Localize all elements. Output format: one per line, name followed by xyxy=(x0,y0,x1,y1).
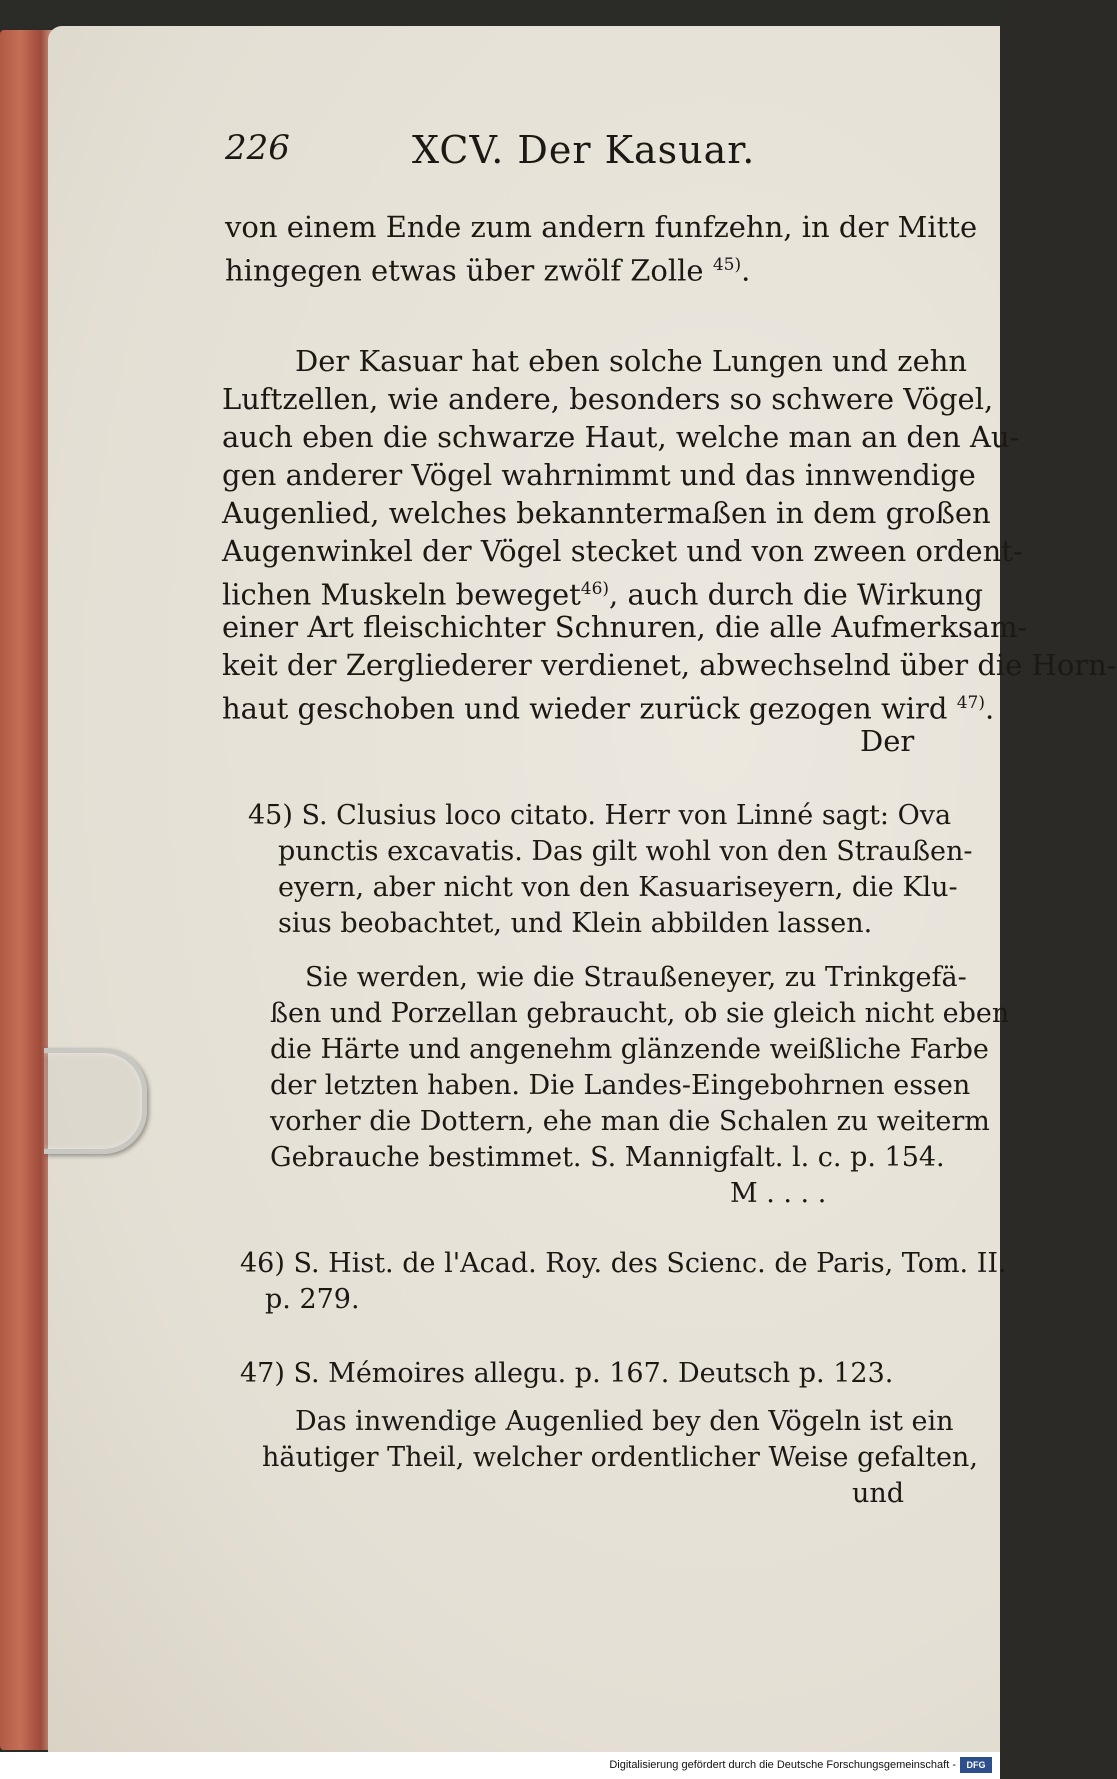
footnote-45-line: sius beobachtet, und Klein abbilden lassen. xyxy=(278,908,873,939)
footnote-45-continuation: der letzten haben. Die Landes-Eingebohrnen essen xyxy=(270,1070,971,1101)
body-line: Luftzellen, wie andere, besonders so schwere Vögel, xyxy=(222,382,994,416)
body-line: Der Kasuar hat eben solche Lungen und zehn xyxy=(295,344,968,378)
catchword: und xyxy=(852,1478,905,1509)
body-line: Augenwinkel der Vögel stecket und von zween ordent- xyxy=(222,534,1023,568)
footnote-45-continuation: ßen und Porzellan gebraucht, ob sie gleich nicht eben xyxy=(270,998,1010,1029)
body-line: von einem Ende zum andern funfzehn, in der Mitte xyxy=(225,210,978,244)
page-number: 226 xyxy=(225,128,290,168)
body-line-text: lichen Muskeln beweget xyxy=(222,577,581,612)
body-line: Augenlied, welches bekanntermaßen in dem großen xyxy=(222,496,991,530)
body-line xyxy=(225,246,750,290)
body-line-text: hingegen etwas über zwölf Zolle xyxy=(225,253,704,288)
body-line-text: haut geschoben und wieder zurück gezogen wird xyxy=(222,691,948,726)
footnote-47-line: häutiger Theil, welcher ordentlicher Weise gefalten, xyxy=(262,1442,978,1473)
footnote-47-line: 47) S. Mémoires allegu. p. 167. Deutsch p. 123. xyxy=(240,1358,894,1389)
footnote-ref-47: 47) xyxy=(956,693,985,713)
body-line: keit der Zergliederer verdienet, abwechselnd über die Horn- xyxy=(222,648,1117,682)
running-head: XCV. Der Kasuar. xyxy=(412,128,756,172)
body-line: gen anderer Vögel wahrnimmt und das innwendige xyxy=(222,458,976,492)
footnote-46-line: 46) S. Hist. de l'Acad. Roy. des Scienc. de Paris, Tom. II. xyxy=(240,1248,1007,1279)
body-line-end: . xyxy=(741,253,751,288)
body-line-text: , auch durch die Wirkung xyxy=(609,577,983,612)
footnote-45-continuation: Gebrauche bestimmet. S. Mannigfalt. l. c. p. 154. xyxy=(270,1142,945,1173)
footnote-45-line: 45) S. Clusius loco citato. Herr von Linné sagt: Ova xyxy=(248,800,952,831)
paper-clip-icon xyxy=(44,1048,147,1154)
digitization-credit: Digitalisierung gefördert durch die Deutsche Forschungsgemeinschaft - xyxy=(609,1759,956,1771)
dfg-logo: DFG xyxy=(960,1757,992,1773)
catchword: Der xyxy=(860,724,915,758)
footnote-45-line: eyern, aber nicht von den Kasuariseyern, die Klu- xyxy=(278,872,958,903)
footnote-46-line: p. 279. xyxy=(265,1284,360,1315)
footnote-45-continuation: vorher die Dottern, ehe man die Schalen zu weiterm xyxy=(270,1106,990,1137)
body-line-end: . xyxy=(984,691,995,726)
scan-top-bar xyxy=(0,0,1000,28)
footnote-ref-46: 46) xyxy=(580,579,610,599)
footnote-45-signature: M . . . . xyxy=(730,1178,827,1209)
footnote-ref-45: 45) xyxy=(712,255,742,275)
footnote-45-continuation: die Härte und angenehm glänzende weißliche Farbe xyxy=(270,1034,989,1065)
footnote-45-line: punctis excavatis. Das gilt wohl von den Straußen- xyxy=(278,836,973,867)
footnote-47-line: Das inwendige Augenlied bey den Vögeln ist ein xyxy=(295,1406,954,1437)
body-line: einer Art fleischichter Schnuren, die alle Aufmerksam- xyxy=(222,610,1028,644)
footnote-45-continuation: Sie werden, wie die Straußeneyer, zu Trinkgefä- xyxy=(305,962,967,993)
body-line: auch eben die schwarze Haut, welche man an den Au- xyxy=(222,420,1020,454)
